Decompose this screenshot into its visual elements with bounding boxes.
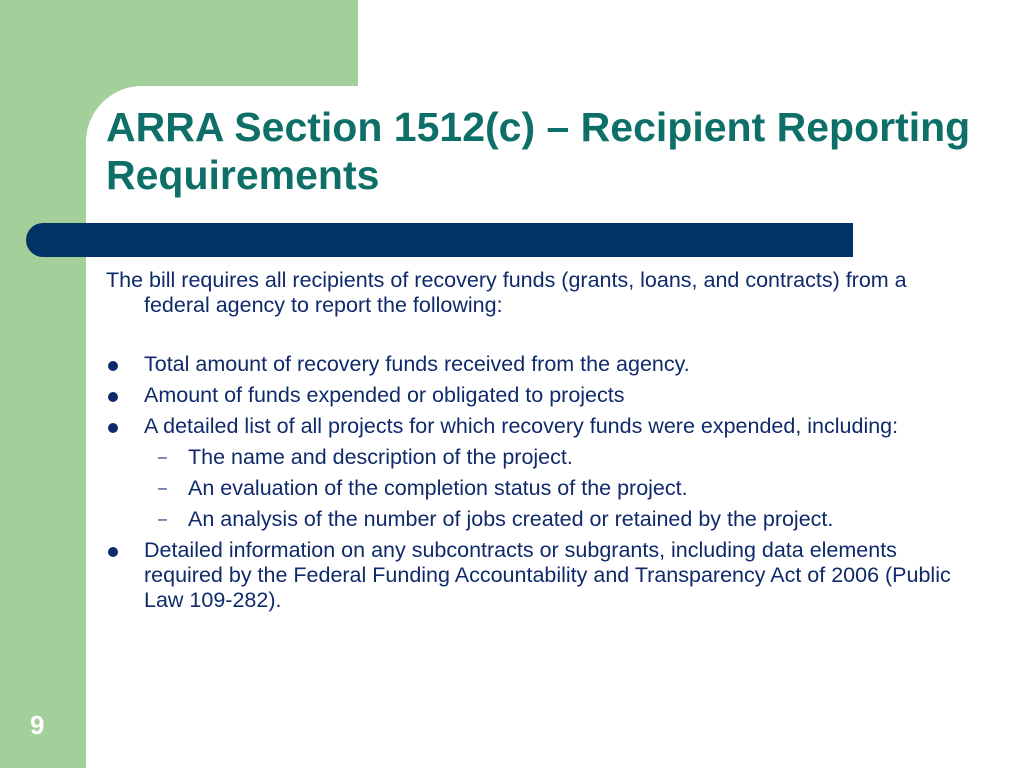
bullet-dot-icon xyxy=(108,547,118,557)
bullet-dot-icon xyxy=(108,361,118,371)
bullet-dot-icon xyxy=(108,392,118,402)
bullet-dot-icon xyxy=(108,423,118,433)
dash-icon: – xyxy=(158,480,167,497)
sub-bullet-item xyxy=(106,445,976,470)
bullet-item xyxy=(106,538,976,613)
sub-bullet-text: An evaluation of the completion status of the project. xyxy=(188,476,688,500)
bullet-text: Total amount of recovery funds received from the agency. xyxy=(144,352,690,376)
slide-title: ARRA Section 1512(c) – Recipient Reporting Requirements xyxy=(106,104,971,198)
sub-bullet-item xyxy=(106,476,976,501)
title-divider-bar xyxy=(26,223,853,257)
dash-icon: – xyxy=(158,511,167,528)
dash-icon: – xyxy=(158,449,167,466)
bullet-text: Detailed information on any subcontracts or subgrants, including data elements required by the Federal Funding Accountability and Transparency Act of 2006 (Public Law 109-282). xyxy=(144,538,951,612)
bullet-text: Amount of funds expended or obligated to projects xyxy=(144,383,625,407)
bullet-item xyxy=(106,414,976,439)
bullet-item xyxy=(106,352,976,377)
sub-bullet-text: The name and description of the project. xyxy=(188,445,573,469)
bullet-item xyxy=(106,383,976,408)
intro-paragraph: The bill requires all recipients of recovery funds (grants, loans, and contracts) from a federal agency to report the following: xyxy=(106,268,907,317)
sub-bullet-text: An analysis of the number of jobs created or retained by the project. xyxy=(188,507,834,531)
spacer xyxy=(106,318,976,346)
page-number: 9 xyxy=(30,710,45,740)
bullet-text: A detailed list of all projects for which recovery funds were expended, including: xyxy=(144,414,899,438)
slide-body xyxy=(106,268,976,613)
sub-bullet-item xyxy=(106,507,976,532)
